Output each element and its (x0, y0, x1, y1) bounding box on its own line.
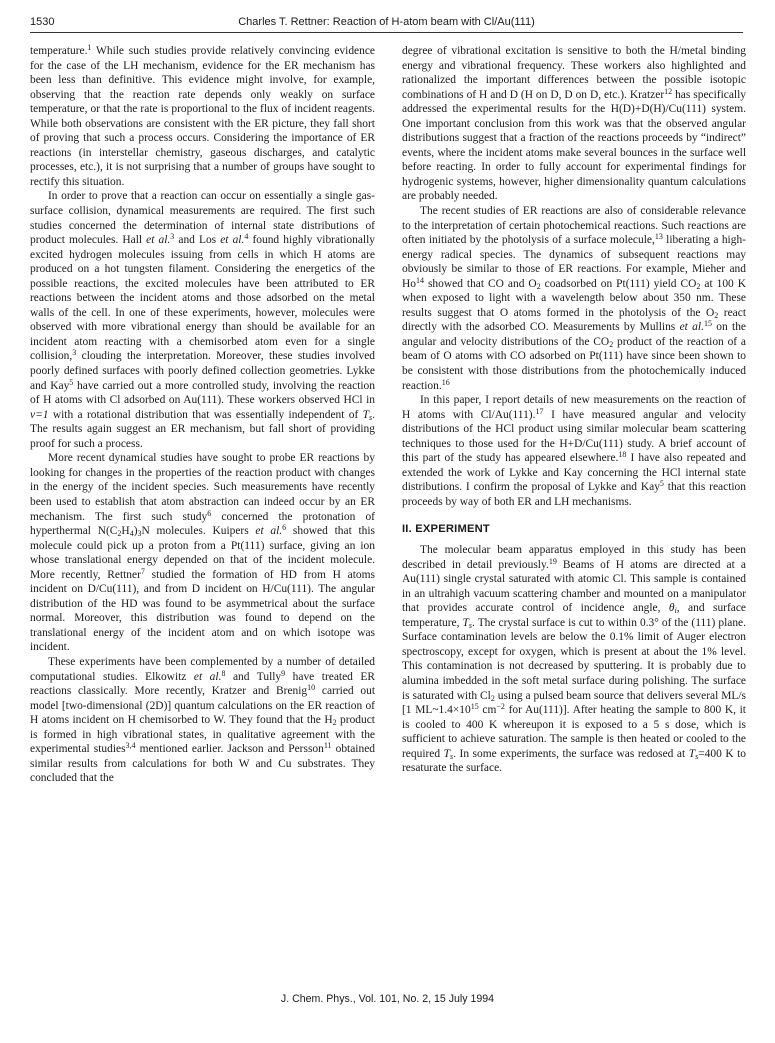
right-column (402, 44, 746, 776)
paragraph: In order to prove that a reaction can occur on essentially a single gas-surface collision, dynamical measurements are required. The first such studies concerned the determination of internal state distributions of product molecules. Hall et al.$^3$ and Los et al.$^4$ found highly vibrationally excited hydrogen molecules issuing from cells in which H atoms are produced on a hot tungsten filament. Considering the energetics of the possible reactions, the excited molecules have been attributed to ER reactions between the incident atoms and those adsorbed on the metal walls of the cell. In one of these experiments, however, molecules were observed with more vibrational energy than should be available for an incident atom reacting with a chemisorbed atom even for a single collision,$^3$ clouding the interpretation. Moreover, these studies involved poorly defined surfaces with poorly defined collection geometries. Lykke and Kay$^5$ have carried out a more controlled study, involving the reaction of H atoms with Cl adsorbed on Au(111). These workers observed HCl in v=1 with a rotational distribution that was essentially independent of $T_s$. The results again suggest an ER mechanism, but fall short of providing proof for such a process. (30, 190, 375, 450)
journal-footer: J. Chem. Phys., Vol. 101, No. 2, 15 July 1994 (280, 993, 495, 1005)
page-number: 1530 (30, 16, 55, 28)
paragraph: The molecular beam apparatus employed in this study has been described in detail previously.$^{19}$ Beams of H atoms are directed at a Au(111) single crystal saturated with atomic Cl. This sample is contained in an ultrahigh vacuum scattering chamber and mounted on a manipulator that provides accurate control of incidence angle, $\theta_i$, and surface temperature, $T_s$. The crystal surface is cut to within 0.3° of the (111) plane. Surface contamination levels are below the 0.1% limit of Auger electron spectroscopy, except for oxygen, which is present at about the 1% level. This contamination is not decreased by sputtering. It is probably due to alumina imbedded in the soft metal surface during polishing. The surface is saturated with $Cl_2$ using a pulsed beam source that delivers several ML/s [1 $ML\sim 1.4\times 10^{15}$ $cm^{-2}$ for Au(111)]. After heating the sample to 800 K, it is cooled to 400 K whereupon it is exposed to a 5 s dose, which is sufficient to achieve saturation. The sample is then heated or cooled to the required $T_s$. In some experiments, the surface was redosed at $T_s=400$ K to resaturate the surface. (402, 544, 747, 775)
paragraph: degree of vibrational excitation is sensitive to both the H/metal binding energy and vibrational frequency. These workers also highlighted and rationalized the important differences between the possible isotopic combinations of H and D (H on D, D on D, etc.). Kratzer$^{12}$ has specifically addressed the experimental results for the H(D)+D(H)/Cu(111) system. One important conclusion from this work was that the observed angular distributions suggest that a fraction of the reactions proceeds by “indirect” events, where the incident atoms make several bounces in the surface well before reacting. In order to fully account for experimental findings for hydrogenic systems, however, higher dimensionality quantum calculations are probably needed. (402, 45, 746, 203)
paragraph: In this paper, I report details of new measurements on the reaction of H atoms with Cl/Au(111).$^{17}$ I have measured angular and velocity distributions of the HCl product using similar molecular beam scattering techniques to those used for the H+D/Cu(111) study. A brief account of this part of the study has appeared elsewhere.$^{18}$ I have also repeated and extended the work of Lykke and Kay concerning the HCl internal state distributions. I confirm the proposal of Lykke and Kay$^5$ that this reaction proceeds by way of both ER and LH mechanisms. (402, 394, 746, 508)
section-heading: II. EXPERIMENT (402, 522, 490, 535)
paragraph: temperature.$^1$ While such studies provide relatively convincing evidence for the case of the LH mechanism, evidence for the ER mechanism has been less than definitive. This evidence might involve, for example, observing that the reaction rate depends only weakly on surface temperature, or that the rate is proportional to the flux of incident reagents. While both observations are consistent with the ER picture, they fall short of proving that such a process occurs. Considering the importance of ER reactions (in interstellar chemistry, gaseous discharges, and catalytic processes, etc.), it is not surprising that a number of groups have sought to rectify this situation. (30, 43, 375, 188)
running-title: Charles T. Rettner: Reaction of H-atom beam with Cl/Au(111) (238, 16, 535, 28)
paragraph: More recent dynamical studies have sought to probe ER reactions by looking for changes in the properties of the reaction product with changes in the energy of the incident species. Such measurements have recently been used to establish that atom abstraction can indeed occur by an ER mechanism. The first such study$^6$ concerned the protonation of hyperthermal $N(C_2H_4)_3N$ molecules. Kuipers et al.$^6$ showed that this molecule could pick up a proton from a Pt(111) surface, giving an ion whose translational energy depended on that of the incident molecule. More recently, Rettner$^7$ studied the formation of HD from H atoms incident on D/Cu(111), and from D incident on H/Cu(111). The angular distribution of the HD was found to be asymmetrical about the surface normal. Moreover, this distribution was found to depend on the translational energy of the incident atom and on which isotope was incident. (30, 452, 376, 654)
paragraph: The recent studies of ER reactions are also of considerable relevance to the interpretation of certain photochemical reactions. Such reactions are often initiated by the photolysis of a surface molecule,$^{13}$ liberating a high-energy radical species. The dynamics of subsequent reactions may obviously be similar to those of ER reactions. For example, Mieher and Ho$^{14}$ showed that CO and $O_2$ coadsorbed on Pt(111) yield $CO_2$ at 100 K when exposed to light with a wavelength below about 350 nm. These results suggest that O atoms formed in the photolysis of the $O_2$ react directly with the adsorbed CO. Measurements by Mullins et al.$^{15}$ on the angular and velocity distributions of the $CO_2$ product of the reaction of a beam of O atoms with CO adsorbed on Pt(111) have since been shown to be consistent with those distributions from the photochemically induced reaction.$^{16}$ (402, 205, 747, 392)
left-column (30, 44, 375, 786)
paragraph: These experiments have been complemented by a number of detailed computational studies. Elkowitz et al.$^8$ and Tully$^9$ have treated ER reactions classically. More recently, Kratzer and Brenig$^{10}$ carried out model [two-dimensional (2D)] quantum calculations on the ER reaction of H atoms incident on H chemisorbed to W. They found that the $H_2$ product is formed in high vibrational states, in qualitative agreement with the experimental studies$^{3,4}$ mentioned earlier. Jackson and Persson$^{11}$ obtained similar results from calculations for both W and Cu substrates. They concluded that the (30, 655, 376, 785)
running-header (30, 16, 743, 33)
